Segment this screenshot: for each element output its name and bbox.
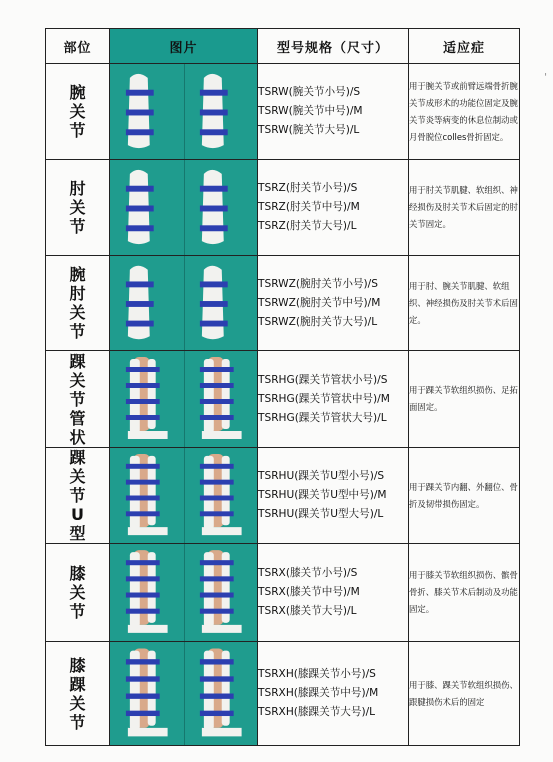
model-size: TSRHG(踝关节管状小号)/S (258, 373, 388, 386)
product-photo-side (184, 64, 258, 159)
product-photos (110, 544, 258, 642)
application-text: 用于膝、踝关节软组织损伤、跟腱损伤术后的固定 (409, 642, 520, 746)
product-photo-front (110, 256, 185, 350)
application-text: 用于膝关节软组织损伤、髌骨骨折、膝关节术后制动及功能固定。 (409, 544, 520, 642)
model-size: TSRZ(肘关节小号)/S (258, 182, 358, 194)
application-text: 用于踝关节软组织损伤、足拓面固定。 (409, 351, 520, 448)
model-size: TSRWZ(腕肘关节大号)/L (258, 315, 378, 328)
joint-cell (46, 448, 110, 544)
joint-name: 踝关节U型 (69, 448, 86, 543)
page-mark: ' (544, 72, 547, 83)
joint-name: 腕肘关节 (69, 265, 86, 341)
splint-photo-front (110, 160, 184, 255)
model-size: TSRX(膝关节大号)/L (258, 605, 357, 617)
header-image: 图片 (110, 29, 258, 64)
model-size: TSRHU(踝关节U型小号)/S (258, 470, 385, 482)
splint-photo-front (110, 351, 184, 447)
model-size: TSRHU(踝关节U型中号)/M (258, 489, 387, 501)
joint-name: 膝踝关节 (69, 655, 86, 732)
product-photo-side (184, 448, 258, 543)
model-size: TSRHG(踝关节管状中号)/M (258, 392, 390, 405)
splint-photo-front (110, 448, 184, 543)
header-model: 型号规格（尺寸） (258, 29, 409, 64)
product-photo-front (110, 544, 185, 641)
product-photo-side (184, 160, 258, 255)
splint-photo-front (110, 256, 184, 350)
product-photos (110, 642, 258, 746)
model-size: TSRXH(膝踝关节大号)/L (258, 706, 376, 718)
model-cell (258, 256, 409, 351)
product-photos (110, 160, 258, 256)
splint-photo-side (184, 64, 258, 159)
table-row (46, 64, 520, 160)
product-photo-front (110, 351, 185, 447)
joint-cell (46, 256, 110, 351)
product-photo-front (110, 448, 185, 543)
table-row (46, 256, 520, 351)
splint-photo-side (184, 544, 258, 641)
model-size: TSRW(腕关节大号)/L (258, 124, 360, 136)
model-size: TSRWZ(腕肘关节中号)/M (258, 296, 381, 309)
model-size: TSRXH(膝踝关节中号)/M (258, 687, 379, 699)
product-photos (110, 448, 258, 544)
application-text: 用于腕关节或前臂远端骨折腕关节成形术的功能位固定及腕关节炎等病变的休息位制动或月骨脱位colles骨折固定。 (409, 64, 520, 160)
splint-photo-side (184, 160, 258, 255)
splint-photo-side (184, 642, 258, 745)
application-text: 用于肘、腕关节肌腱、软组织、神经损伤及肘关节术后固定。 (409, 256, 520, 351)
model-cell (258, 160, 409, 256)
header-joint: 部位 (46, 29, 110, 64)
splint-spec-table (45, 28, 520, 746)
joint-cell (46, 351, 110, 448)
model-size: TSRXH(膝踝关节小号)/S (258, 668, 376, 680)
product-photo-side (184, 544, 258, 641)
splint-photo-front (110, 64, 184, 159)
splint-photo-side (184, 351, 258, 447)
model-cell (258, 642, 409, 746)
application-text: 用于踝关节内翻、外翻位、骨折及韧带损伤固定。 (409, 448, 520, 544)
splint-photo-front (110, 544, 184, 641)
application-text: 用于肘关节肌腱、软组织、神经损伤及肘关节术后固定的肘关节固定。 (409, 160, 520, 256)
product-photos (110, 256, 258, 351)
model-size: TSRZ(肘关节中号)/M (258, 201, 360, 213)
model-size: TSRW(腕关节中号)/M (258, 105, 363, 117)
joint-name: 踝关节管状 (69, 351, 86, 447)
model-cell (258, 351, 409, 448)
table-row (46, 448, 520, 544)
product-photo-side (184, 642, 258, 745)
table-row (46, 544, 520, 642)
joint-cell (46, 64, 110, 160)
model-size: TSRHU(踝关节U型大号)/L (258, 508, 384, 520)
product-photo-side (184, 256, 258, 350)
table-row (46, 351, 520, 448)
model-size: TSRW(腕关节小号)/S (258, 86, 361, 98)
model-size: TSRX(膝关节小号)/S (258, 567, 358, 579)
splint-photo-side (184, 256, 258, 350)
product-photo-front (110, 160, 185, 255)
table-row (46, 642, 520, 746)
product-photo-front (110, 642, 185, 745)
table-row (46, 160, 520, 256)
joint-name: 膝关节 (69, 564, 86, 621)
joint-cell (46, 544, 110, 642)
header-application: 适应症 (409, 29, 520, 64)
product-photos (110, 351, 258, 448)
table-header-row (46, 29, 520, 64)
model-size: TSRX(膝关节中号)/M (258, 586, 360, 598)
product-photo-front (110, 64, 185, 159)
splint-photo-front (110, 642, 184, 745)
joint-name: 腕关节 (69, 83, 86, 140)
splint-photo-side (184, 448, 258, 543)
model-cell (258, 64, 409, 160)
product-photos (110, 64, 258, 160)
model-cell (258, 448, 409, 544)
joint-name: 肘关节 (69, 179, 86, 236)
model-size: TSRWZ(腕肘关节小号)/S (258, 277, 378, 290)
joint-cell (46, 642, 110, 746)
product-photo-side (184, 351, 258, 447)
joint-cell (46, 160, 110, 256)
model-cell (258, 544, 409, 642)
model-size: TSRHG(踝关节管状大号)/L (258, 411, 387, 424)
model-size: TSRZ(肘关节大号)/L (258, 220, 357, 232)
